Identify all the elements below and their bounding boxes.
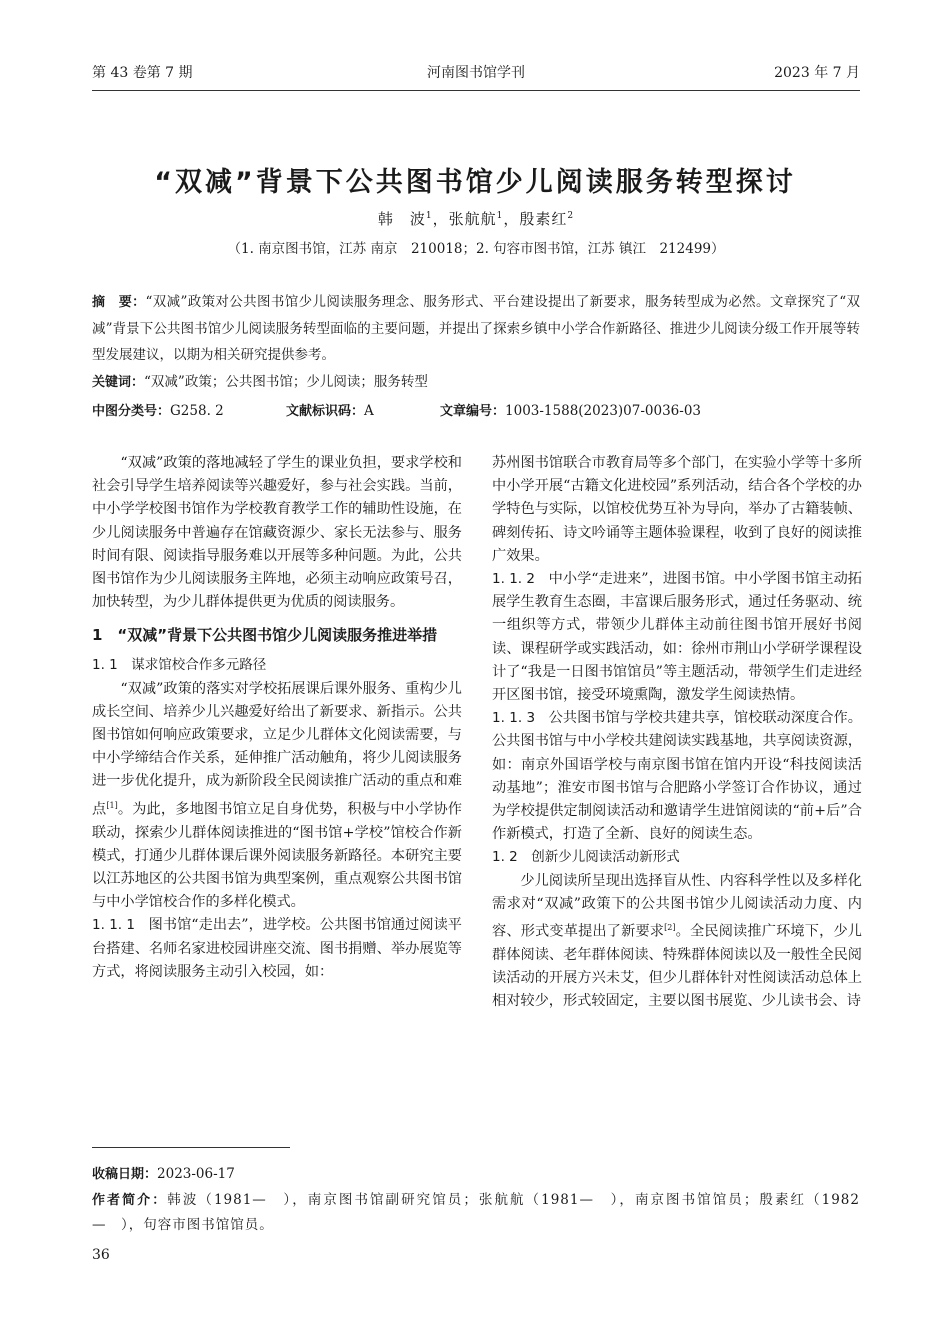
paragraph-text: 中小学“走进来”，进图书馆。中小学图书馆主动拓展学生教育生态圈，丰富课后服务形式，通过任务驱动、统一组织等方式，带领少儿群体主动前往图书馆开展好书阅读、课程研学或实践活动，如：徐州市荆山小学研学课程设计了“我是一日图书馆馆员”等主题活动，带领学生们走进经开区图书馆，接受环境熏陶，激发学生阅读热情。 (492, 571, 862, 704)
body-paragraph (92, 914, 462, 984)
received-value: 2023-06-17 (157, 1166, 235, 1182)
paragraph-text: 。为此，多地图书馆立足自身优势，积极与中小学协作联动，探索少儿群体阅读推进的“图书馆+学校”馆校合作新模式，打通少儿群体课后课外阅读服务新路径。本研究主要以江苏地区的公共图书馆为典型案例，重点观察公共图书馆与中小学馆校合作的多样化模式。 (92, 801, 462, 911)
bio-label: 作者简介： (92, 1193, 168, 1208)
keywords-label: 关键词： (92, 375, 145, 390)
doc-code-value: A (364, 403, 374, 419)
section-heading: 1 “双减”背景下公共图书馆少儿阅读服务推进举措 (92, 626, 438, 645)
affiliations: （1. 南京图书馆，江苏 南京 210018；2. 句容市图书馆，江苏 镇江 212499） (227, 241, 725, 257)
citation-ref: [1] (106, 800, 118, 810)
subsection-heading: 1. 1 谋求馆校合作多元路径 (92, 657, 267, 674)
author-list (92, 208, 860, 229)
body-paragraph (492, 870, 862, 1014)
received-date (92, 1163, 860, 1182)
body-paragraph (492, 707, 862, 846)
doc-code-label: 文献标识码： (286, 404, 365, 419)
body-column-left (92, 452, 462, 984)
subsubsection-number: 1. 1. 3 (492, 710, 549, 727)
keywords-text: “双减”政策；公共图书馆；少儿阅读；服务转型 (144, 374, 428, 390)
author-name: 张航航 (448, 210, 497, 228)
footnote-rule (92, 1147, 290, 1148)
paragraph-text: 公共图书馆与学校共建共享，馆校联动深度合作。公共图书馆与中小学校共建阅读实践基地，共享阅读资源，如：南京外国语学校与南京图书馆在馆内开设“科技阅读活动基地”；淮安市图书馆与合肥路小学签订合作协议，通过为学校提供定制阅读活动和邀请学生进馆阅读的“前+后”合作新模式，打造了全新、良好的阅读生态。 (492, 710, 862, 843)
abstract-text: “双减”政策对公共图书馆少儿阅读服务理念、服务形式、平台建设提出了新要求，服务转型成为必然。文章探究了“双减”背景下公共图书馆少儿阅读服务转型面临的主要问题，并提出了探索乡镇中小学合作新路径、推进少儿阅读分级工作开展等转型发展建议，以期为相关研究提供参考。 (92, 294, 860, 363)
author-bio (92, 1188, 860, 1238)
paragraph-text: 图书馆“走出去”，进学校。公共图书馆通过阅读平台搭建、名师名家进校园讲座交流、图书捐赠、举办展览等方式，将阅读服务主动引入校园，如： (92, 917, 462, 980)
paragraph-text: “双减”政策的落实对学校拓展课后课外服务、重构少儿成长空间、培养少儿兴趣爱好给出了新要求、新指示。公共图书馆如何响应政策要求，立足少儿群体文化阅读需要，与中小学缔结合作关系，延伸推广活动触角，将少儿阅读服务进一步优化提升，成为新阶段全民阅读推广活动的重点和难点 (92, 680, 462, 818)
journal-name: 河南图书馆学刊 (427, 65, 525, 81)
body-paragraph: 苏州图书馆联合市教育局等多个部门，在实验小学等十多所中小学开展“古籍文化进校园”系列活动，结合各个学校的办学特色与实际，以馆校优势互补为导向，举办了古籍装帧、碑刻传拓、诗文吟诵等主题体验课程，收到了良好的阅读推广效果。 (492, 455, 862, 564)
article-title: “双减”背景下公共图书馆少儿阅读服务转型探讨 (154, 167, 796, 198)
subsubsection-number: 1. 1. 2 (492, 571, 549, 588)
author-affil-mark: 2 (567, 211, 575, 221)
article-no-label: 文章编号： (440, 404, 506, 419)
author-affil-mark: 1 (425, 211, 433, 221)
paragraph-text: 。全民阅读推广环境下，少儿群体阅读、老年群体阅读、特殊群体阅读以及一般性全民阅读活动的开展方兴未艾，但少儿群体针对性阅读活动总体上相对较少，形式较固定，主要以图书展览、少儿读书会、诗 (492, 923, 862, 1010)
keywords (92, 370, 860, 390)
article-no-value: 1003-1588(2023)07-0036-03 (505, 403, 702, 419)
clc-value: G258. 2 (170, 403, 224, 419)
clc-label: 中图分类号： (92, 404, 171, 419)
article-no-field (440, 400, 701, 419)
abstract (92, 289, 860, 368)
paragraph-text: 少儿阅读所呈现出选择盲从性、内容科学性以及多样化需求对“双减”政策下的公共图书馆少儿阅读活动力度、内容、形式变革提出了新要求 (492, 872, 862, 940)
page-number: 36 (92, 1247, 110, 1263)
clc-field (92, 400, 224, 419)
body-paragraph: “双减”政策的落地减轻了学生的课业负担，要求学校和社会引导学生培养阅读等兴趣爱好，参与社会实践。当前，中小学学校图书馆作为学校教育教学工作的辅助性设施，在少儿阅读服务中普遍存在馆藏资源少、家长无法参与、服务时间有限、阅读指导服务难以开展等多种问题。为此，公共图书馆作为少儿阅读服务主阵地，必须主动响应政策号召，加快转型，为少儿群体提供更为优质的阅读服务。 (92, 455, 462, 611)
bio-text: 韩波（1981— ），南京图书馆副研究馆员；张航航（1981— ），南京图书馆馆员；殷素红（1982— ），句容市图书馆馆员。 (92, 1192, 860, 1233)
author-name: 韩 波 (377, 210, 426, 228)
abstract-label: 摘 要： (92, 295, 146, 310)
subsection-heading: 1. 2 创新少儿阅读活动新形式 (492, 849, 680, 866)
body-paragraph (92, 678, 462, 915)
author-affil-mark: 1 (496, 211, 504, 221)
body-column-right (492, 452, 862, 1014)
volume-issue: 第 43 卷第 7 期 (92, 65, 193, 81)
author-separator: ， (503, 210, 520, 228)
doc-code-field (286, 400, 374, 419)
received-label: 收稿日期： (92, 1167, 158, 1182)
citation-ref: [2] (664, 923, 676, 933)
issue-date: 2023 年 7 月 (774, 65, 860, 81)
author-name: 殷素红 (519, 210, 568, 228)
author-separator: ， (432, 210, 449, 228)
body-paragraph (492, 568, 862, 707)
header-rule (92, 90, 860, 91)
subsubsection-number: 1. 1. 1 (92, 917, 149, 934)
running-header (92, 62, 860, 82)
